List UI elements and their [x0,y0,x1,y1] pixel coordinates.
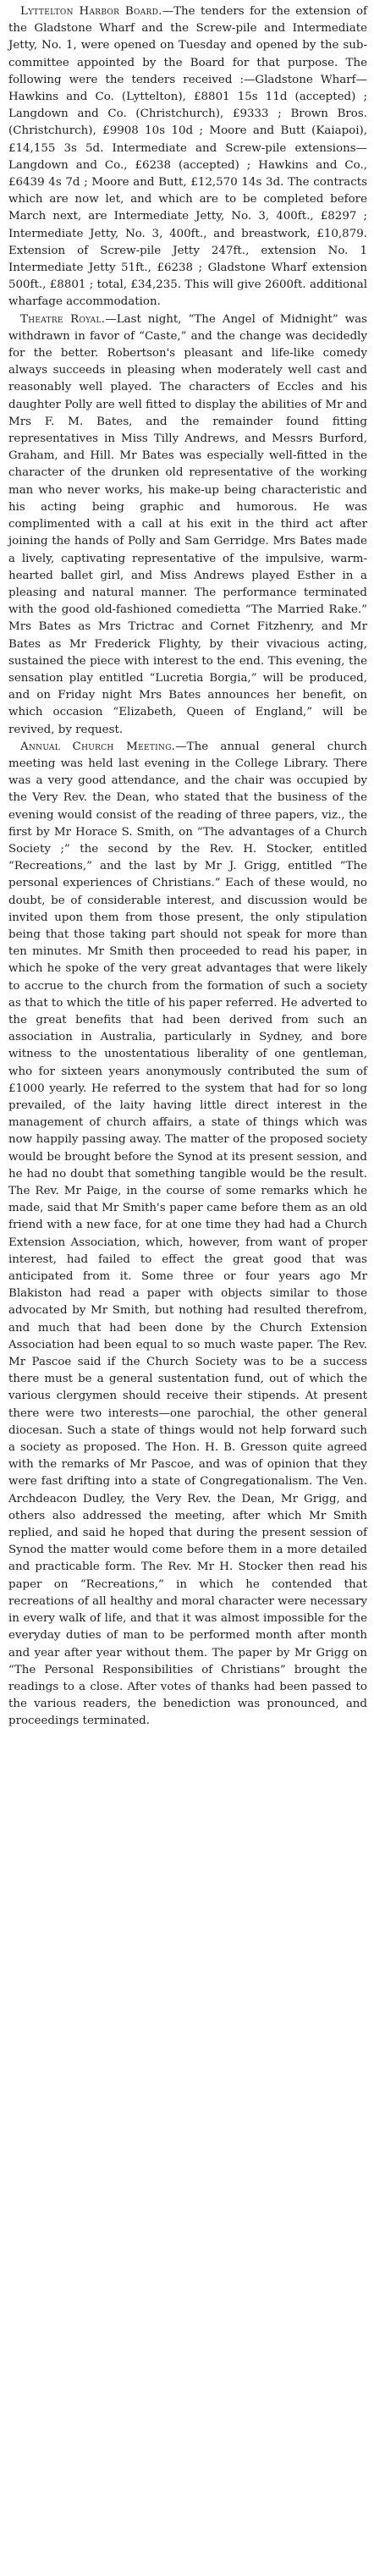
article-theatre-royal [8,311,367,739]
article-body: —The tenders for the extension of the Gladstone Wharf and the Screw-pile and Intermediate Jetty, No. 1, were opened on Tuesday and opened by the sub-committee appointed by the Board for that purpose. The following were the tenders received :—Gladstone Wharf—Hawkins and Co. (Lyttelton), £8801 15s 11d (accepted) ; Langdown and Co. (Christchurch), £9333 ; Brown Bros. (Christchurch), £9908 10s 10d ; Moore and Butt (Kaiapoi), £14,155 3s 5d. Intermediate and Screw-pile extensions—Langdown and Co., £6238 (accepted) ; Hawkins and Co., £6439 4s 7d ; Moore and Butt, £12,570 14s 3d. The contracts which are now let, and which are to be completed before March next, are Intermediate Jetty, No. 3, 400ft., £8297 ; Intermediate Jetty, No. 3, 400ft., and breastwork, £10,879. Extension of Screw-pile Jetty 247ft., extension No. 1 Intermediate Jetty 51ft., £6238 ; Gladstone Wharf extension 500ft., £8801 ; total, £34,235. This will give 2600ft. additional wharfage accommodation. [8,5,367,309]
article-heading: Annual Church Meeting. [20,740,176,753]
article-church-meeting [8,739,367,1731]
article-body: —Last night, “The Angel of Midnight” was withdrawn in favor of “Caste,” and the change was decidedly for the better. Robertson's pleasant and life-like comedy always succeeds in pleasing when moderately well cast and reasonably well played. The characters of Eccles and his daughter Polly are well fitted to display the abilities of Mr and Mrs F. M. Bates, and the remainder found fitting representatives in Miss Tilly Andrews, and Messrs Burford, Graham, and Hill. Mr Bates was especially well-fitted in the character of the drunken old representative of the working man who never works, his make-up being characteristic and his acting being graphic and humorous. He was complimented with a call at his exit in the third act after joining the hands of Polly and Sam Gerridge. Mrs Bates made a lively, captivating representative of the impulsive, warm-hearted ballet girl, and Miss Andrews played Esther in a pleasing and natural manner. The performance terminated with the good old-fashioned comedietta “The Married Rake.” Mrs Bates as Mrs Trictrac and Cornet Fitzhenry, and Mr Bates as Mr Frederick Flighty, by their vivacious acting, sustained the piece with interest to the end. This evening, the sensation play entitled “Lucretia Borgia,” will be produced, and on Friday night Mrs Bates announces her benefit, on which occasion “Elizabeth, Queen of England,” will be revived, by request. [8,312,367,736]
article-heading: Lyttelton Harbor Board. [20,5,162,18]
article-body: —The annual general church meeting was held last evening in the College Library. There was a very good attendance, and the chair was occupied by the Very Rev. the Dean, who stated that the business of the evening would consist of the reading of three papers, viz., the first by Mr Horace S. Smith, on “The advantages of a Church Society ;” the second by the Rev. H. Stocker, entitled “Recreations,” and the last by Mr J. Grigg, entitled “The personal experiences of Christians.” Each of these would, no doubt, be of considerable interest, and discussion would be invited upon them from those present, the only stipulation being that those taking part should not speak for more than ten minutes. Mr Smith then proceeded to read his paper, in which he spoke of the very great advantages that were likely to accrue to the church from the formation of such a society as that to which the title of his paper referred. He adverted to the great benefits that had been derived from such an association in Australia, particularly in Sydney, and bore witness to the unostentatious liberality of one gentleman, who for sixteen years anonymously contributed the sum of £1000 yearly. He referred to the system that had for so long prevailed, of the laity having little direct interest in the management of church affairs, a state of things which was now happily passing away. The matter of the proposed society would be brought before the Synod at its present session, and he had no doubt that something tangible would be the result. The Rev. Mr Paige, in the course of some remarks which he made, said that Mr Smith's paper came before them as an old friend with a new face, for at one time they had had a Church Extension Association, which, however, from want of proper interest, had failed to effect the great good that was anticipated from it. Some three or four years ago Mr Blakiston had read a paper with objects similar to those advocated by Mr Smith, but nothing had resulted therefrom, and much that had been done by the Church Extension Association had been equal to so much waste paper. The Rev. Mr Pascoe said if the Church Society was to be a success there must be a general sustentation fund, out of which the various clergymen should receive their stipends. At present there were two interests—one parochial, the other general diocesan. Such a state of things would not help forward such a society as proposed. The Hon. H. B. Gresson quite agreed with the remarks of Mr Pascoe, and was of opinion that they were fast drifting into a state of Congregationalism. The Ven. Archdeacon Dudley, the Very Rev. the Dean, Mr Grigg, and others also addressed the meeting, after which Mr Smith replied, and said he hoped that during the present session of Synod the matter would come before them in a more detailed and practicable form. The Rev. Mr H. Stocker then read his paper on “Recreations,” in which he contended that recreations of all healthy and moral character were necessary in every walk of life, and that it was almost impossible for the everyday duties of man to be performed month after month and year after year without them. The paper by Mr Grigg on “The Personal Responsibilities of Christians” brought the readings to a close. After votes of thanks had been passed to the various readers, the benediction was pronounced, and proceedings terminated. [8,740,367,1728]
article-heading: Theatre Royal. [20,312,106,326]
article-harbor-board [8,3,367,311]
